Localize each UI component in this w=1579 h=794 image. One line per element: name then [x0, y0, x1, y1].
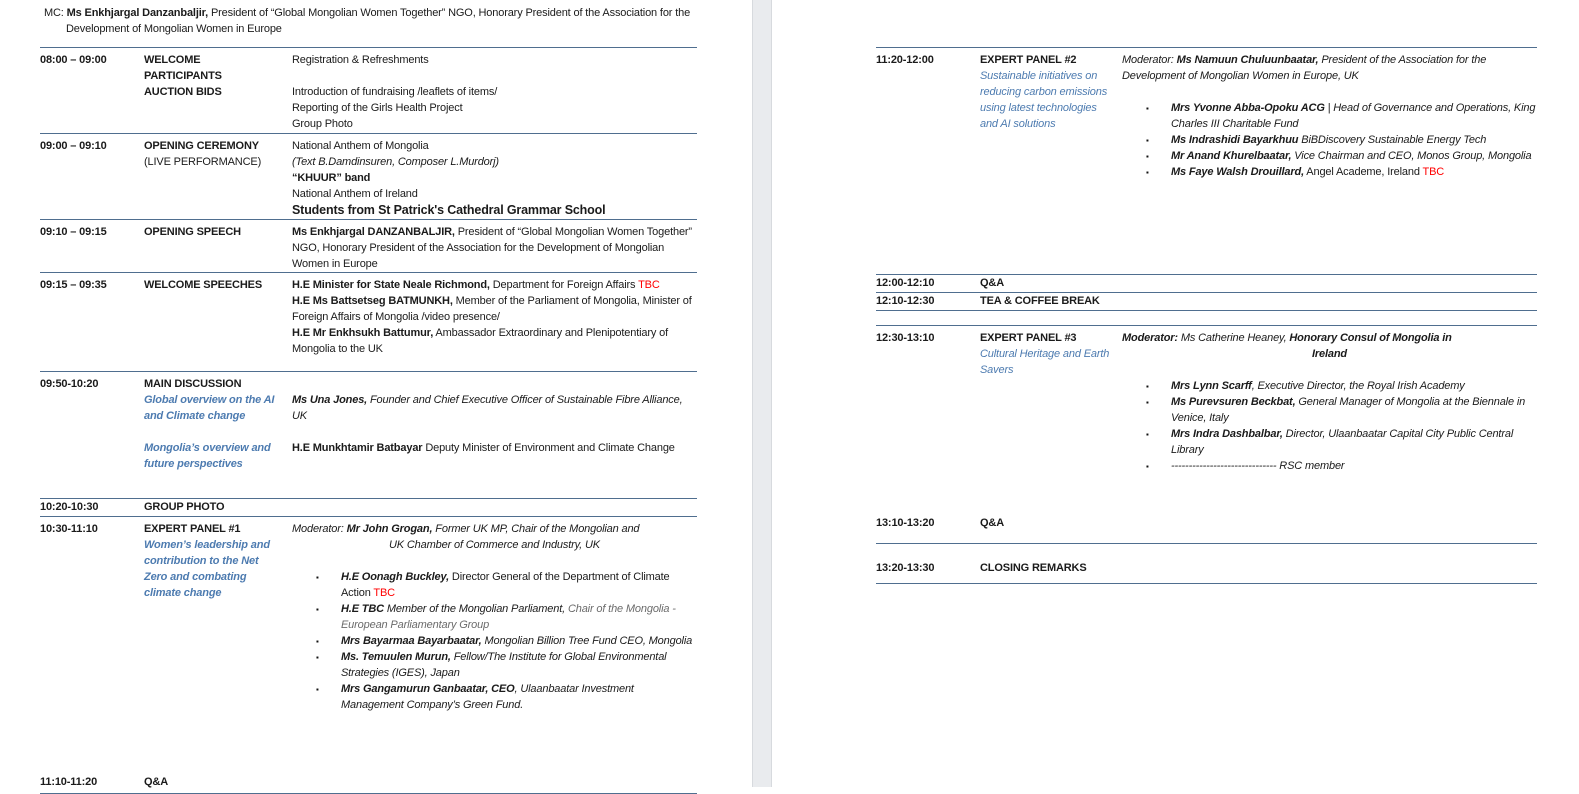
tbc-flag: TBC: [1422, 166, 1445, 178]
bullet-item: [292, 649, 697, 681]
text-run: Honorary Consul of Mongolia in: [1289, 332, 1452, 344]
text-run: Moderator:: [292, 523, 347, 535]
session-title: Q&A: [144, 776, 168, 788]
text-line: [292, 325, 697, 357]
text-run: Ms Indrashidi Bayarkhuu: [1171, 134, 1299, 146]
time-cell: 13:20-13:30: [876, 562, 935, 574]
text-run: Mrs Yvonne Abba-Opoku ACG: [1171, 102, 1325, 114]
text-run: Ms Faye Walsh Drouillard,: [1171, 166, 1304, 178]
agenda-row: [876, 292, 1537, 311]
text-run: MC:: [44, 7, 67, 19]
text-run: Ms Enkhjargal DANZANBALJIR,: [292, 226, 455, 238]
description-cell: [1122, 48, 1537, 274]
session-title: WELCOME SPEECHES: [144, 279, 263, 291]
description-cell: [292, 517, 697, 770]
session-cell: [144, 134, 292, 219]
bullet-item: [292, 681, 697, 713]
text-run: Former UK MP, Chair of the Mongolian and: [432, 523, 640, 535]
agenda-row: [40, 498, 697, 517]
text-run: Mrs Indra Dashbalbar,: [1171, 428, 1283, 440]
session-title: MAIN DISCUSSION: [144, 378, 242, 390]
text-line: [1122, 52, 1537, 84]
session-cell: [144, 517, 292, 770]
time-cell: 12:10-12:30: [876, 295, 935, 307]
text-run: Department for Foreign Affairs: [489, 279, 639, 291]
description-cell: [1122, 556, 1537, 583]
bullet-item: [292, 633, 697, 649]
bullet-item: [1122, 164, 1537, 180]
text-line: [292, 186, 697, 202]
description-cell: [292, 134, 697, 219]
agenda-row: [40, 517, 697, 770]
session-cell: [144, 273, 292, 371]
session-cell: [144, 48, 292, 133]
bullet-icon: ▪: [316, 653, 319, 662]
text-run: H.E Oonagh Buckley,: [341, 571, 449, 583]
bullet-icon: ▪: [316, 573, 319, 582]
description-cell: [1122, 293, 1537, 310]
text-run: Moderator:: [1122, 332, 1178, 344]
session-title: Q&A: [980, 517, 1004, 529]
session-subtitle: Sustainable initiatives on reducing carbon emissions using latest technologies and AI solutions: [980, 70, 1108, 130]
text-run: ------------------------------ RSC member: [1171, 460, 1345, 472]
description-cell: [292, 372, 697, 498]
text-line: [292, 440, 697, 456]
text-run: Mr Anand Khurelbaatar,: [1171, 150, 1292, 162]
text-run: Ms Enkhjargal Danzanbaljir,: [66, 7, 209, 19]
session-cell: [144, 372, 292, 498]
description-cell: [1122, 326, 1537, 511]
session-cell: [980, 326, 1122, 511]
bullet-item: [1122, 148, 1537, 164]
text-run: UK Chamber of Commerce and Industry, UK: [389, 539, 600, 551]
agenda-row: [876, 274, 1537, 292]
agenda-row: [876, 511, 1537, 544]
session-cell: [980, 511, 1122, 543]
time-cell: 10:30-11:10: [40, 523, 98, 535]
agenda-row: [40, 47, 697, 133]
text-run: H.E Mr Enkhsukh Battumur,: [292, 327, 434, 339]
session-title: WELCOME: [144, 54, 201, 66]
session-title: AUCTION BIDS: [144, 86, 222, 98]
text-run: Fellow/The Institute for Global Environmental Strategies (IGES), Japan: [341, 651, 667, 679]
text-run: Member of the Parliament of Mongolia, Minister of Foreign Affairs of Mongolia /video presence/: [292, 295, 692, 323]
bullet-icon: ▪: [1146, 430, 1149, 439]
text-run: Founder and Chief Executive Officer of Sustainable Fibre Alliance, UK: [292, 394, 683, 422]
session-title: GROUP PHOTO: [144, 501, 225, 513]
spacer: [292, 68, 697, 84]
text-line: [292, 521, 697, 537]
time-cell: 09:50-10:20: [40, 378, 99, 390]
page-gap-divider: [752, 0, 772, 787]
agenda-row: [40, 371, 697, 498]
agenda-row: [40, 133, 697, 219]
text-line: [292, 392, 697, 424]
description-cell: [1122, 511, 1537, 543]
bullet-icon: ▪: [1146, 462, 1149, 471]
text-line: [292, 202, 697, 219]
text-run: Angel Academe, Ireland: [1303, 166, 1423, 178]
text-run: Vice Chairman and CEO, Monos Group, Mongolia: [1291, 150, 1532, 162]
session-cell: [980, 556, 1122, 583]
text-run: H.E Minister for State Neale Richmond,: [292, 279, 490, 291]
agenda-row: [40, 272, 697, 371]
text-line: [292, 224, 697, 272]
description-cell: [292, 48, 697, 133]
text-run: Ms Catherine Heaney,: [1177, 332, 1290, 344]
agenda-row: [876, 325, 1537, 511]
text-run: (Text B.Damdinsuren, Composer L.Murdorj): [292, 156, 499, 168]
time-cell: 09:00 – 09:10: [40, 140, 107, 152]
bullet-item: [1122, 426, 1537, 458]
tbc-flag: TBC: [638, 279, 660, 291]
text-run: President of the Association for the Development of Mongolian Women in Europe, UK: [1122, 54, 1487, 82]
session-title: OPENING SPEECH: [144, 226, 241, 238]
session-title: EXPERT PANEL #2: [980, 54, 1077, 66]
text-run: Introduction of fundraising /leaflets of items/: [292, 86, 498, 98]
bullet-item: [1122, 394, 1537, 426]
bullet-icon: ▪: [1146, 168, 1149, 177]
agenda-table-right: [876, 47, 1537, 584]
session-subtitle: Cultural Heritage and Earth Savers: [980, 348, 1110, 376]
document-page-right: [772, 0, 1579, 787]
time-cell: 09:15 – 09:35: [40, 279, 107, 291]
text-run: Mrs Lynn Scarff: [1171, 380, 1252, 392]
session-cell: [980, 48, 1122, 274]
text-run: Reporting of the Girls Health Project: [292, 102, 463, 114]
time-cell: 12:30-13:10: [876, 332, 935, 344]
session-subtitle: Mongolia’s overview and future perspectives: [144, 442, 271, 470]
text-run: Chair of the Mongolia -European Parliamentary Group: [341, 603, 676, 631]
session-title: EXPERT PANEL #3: [980, 332, 1077, 344]
time-cell: 09:10 – 09:15: [40, 226, 107, 238]
text-run: National Anthem of Mongolia: [292, 140, 429, 152]
text-line: [292, 277, 697, 293]
text-run: “KHUUR” band: [292, 172, 371, 184]
session-subtitle: [144, 424, 282, 440]
session-subtitle: (LIVE PERFORMANCE): [144, 156, 262, 168]
bullet-icon: ▪: [1146, 104, 1149, 113]
text-line: [292, 138, 697, 154]
description-cell: [292, 770, 697, 793]
text-run: BiBDiscovery Sustainable Energy Tech: [1298, 134, 1487, 146]
description-cell: [292, 220, 697, 272]
text-run: Ms. Temuulen Murun,: [341, 651, 451, 663]
session-cell: [144, 220, 292, 272]
text-line: [292, 154, 697, 170]
text-run: | Head of Governance and Operations, King Charles III Charitable Fund: [1171, 102, 1536, 130]
text-run: Moderator:: [1122, 54, 1177, 66]
agenda-row: [40, 219, 697, 272]
text-run: Ms Purevsuren Beckbat,: [1171, 396, 1296, 408]
session-title: CLOSING REMARKS: [980, 562, 1087, 574]
bullet-item: [292, 601, 697, 633]
session-subtitle: Women’s leadership and contribution to the Net Zero and combating climate change: [144, 539, 270, 599]
text-run: Ms Una Jones,: [292, 394, 368, 406]
session-title: Q&A: [980, 277, 1004, 289]
text-run: President of “Global Mongolian Women Together” NGO, Honorary President of the Association for the Development of Mongolian Women in Europe: [292, 226, 692, 270]
spacer: [1122, 84, 1537, 100]
text-run: National Anthem of Ireland: [292, 188, 418, 200]
description-cell: [292, 273, 697, 371]
spacer: [1122, 362, 1537, 378]
text-run: Ireland: [1311, 348, 1348, 360]
text-run: , Ulaanbaatar Investment Management Company’s Green Fund.: [341, 683, 634, 711]
text-run: Mongolian Billion Tree Fund CEO, Mongolia: [481, 635, 693, 647]
session-cell: [980, 293, 1122, 310]
agenda-table-left: [40, 47, 697, 794]
text-run: H.E Ms Battsetseg BATMUNKH,: [292, 295, 453, 307]
text-run: Mr John Grogan,: [346, 523, 433, 535]
text-line: [292, 293, 697, 325]
bullet-item: [1122, 378, 1537, 394]
time-cell: 11:20-12:00: [876, 54, 934, 66]
text-line: [292, 100, 697, 116]
text-line: [292, 537, 697, 553]
time-cell: 11:10-11:20: [40, 776, 98, 788]
text-run: Mrs Bayarmaa Bayarbaatar,: [341, 635, 482, 647]
text-line: [1122, 330, 1537, 346]
description-cell: [292, 499, 697, 516]
text-line: [292, 52, 697, 68]
document-page-left: [0, 0, 752, 787]
text-run: , Executive Director, the Royal Irish Academy: [1251, 380, 1465, 392]
bullet-item: [292, 569, 697, 601]
bullet-item: [1122, 132, 1537, 148]
text-run: Registration & Refreshments: [292, 54, 429, 66]
text-run: Deputy Minister of Environment and Climate Change: [422, 442, 675, 454]
text-run: Director General of the Department of Climate Action: [341, 571, 670, 599]
session-cell: [144, 770, 292, 793]
bullet-icon: ▪: [1146, 382, 1149, 391]
text-run: General Manager of Mongolia at the Biennale in Venice, Italy: [1171, 396, 1526, 424]
text-line: [1122, 346, 1537, 362]
text-run: Ms Namuun Chuluunbaatar,: [1176, 54, 1319, 66]
mc-line: [44, 5, 692, 37]
bullet-icon: ▪: [316, 605, 319, 614]
text-run: H.E TBC: [341, 603, 384, 615]
session-title: TEA & COFFEE BREAK: [980, 295, 1100, 307]
tbc-flag: TBC: [373, 587, 395, 599]
text-run: Group Photo: [292, 118, 353, 130]
time-cell: 12:00-12:10: [876, 277, 935, 289]
text-line: [292, 170, 697, 186]
agenda-row: [40, 770, 697, 794]
spacer: [292, 424, 697, 440]
text-run: Students from St Patrick's Cathedral Grammar School: [292, 203, 606, 217]
spacer: [292, 553, 697, 569]
spacer: [292, 376, 697, 392]
text-run: H.E Munkhtamir Batbayar: [292, 442, 423, 454]
bullet-item: [1122, 100, 1537, 132]
text-run: Ambassador Extraordinary and Plenipotentiary of Mongolia to the UK: [292, 327, 669, 355]
session-subtitle: Global overview on the AI and Climate change: [144, 394, 275, 422]
description-cell: [1122, 275, 1537, 292]
agenda-row: [876, 556, 1537, 584]
text-run: President of “Global Mongolian Women Together” NGO, Honorary President of the Association for the Development of Mongolian Women in Europe: [66, 7, 691, 35]
text-line: [292, 84, 697, 100]
text-run: Director, Ulaanbaatar Capital City Public Central Library: [1171, 428, 1514, 456]
session-cell: [980, 275, 1122, 292]
bullet-icon: ▪: [1146, 136, 1149, 145]
time-cell: 10:20-10:30: [40, 501, 99, 513]
text-run: Member of the Mongolian Parliament,: [383, 603, 568, 615]
session-cell: [144, 499, 292, 516]
time-cell: 13:10-13:20: [876, 517, 935, 529]
session-title: OPENING CEREMONY: [144, 140, 259, 152]
bullet-icon: ▪: [316, 637, 319, 646]
session-title: PARTICIPANTS: [144, 70, 222, 82]
session-title: EXPERT PANEL #1: [144, 523, 241, 535]
bullet-item: [1122, 458, 1537, 474]
bullet-icon: ▪: [316, 685, 319, 694]
agenda-row: [876, 47, 1537, 274]
text-line: [292, 116, 697, 132]
text-run: Mrs Gangamurun Ganbaatar, CEO: [341, 683, 515, 695]
bullet-icon: ▪: [1146, 398, 1149, 407]
time-cell: 08:00 – 09:00: [40, 54, 107, 66]
bullet-icon: ▪: [1146, 152, 1149, 161]
